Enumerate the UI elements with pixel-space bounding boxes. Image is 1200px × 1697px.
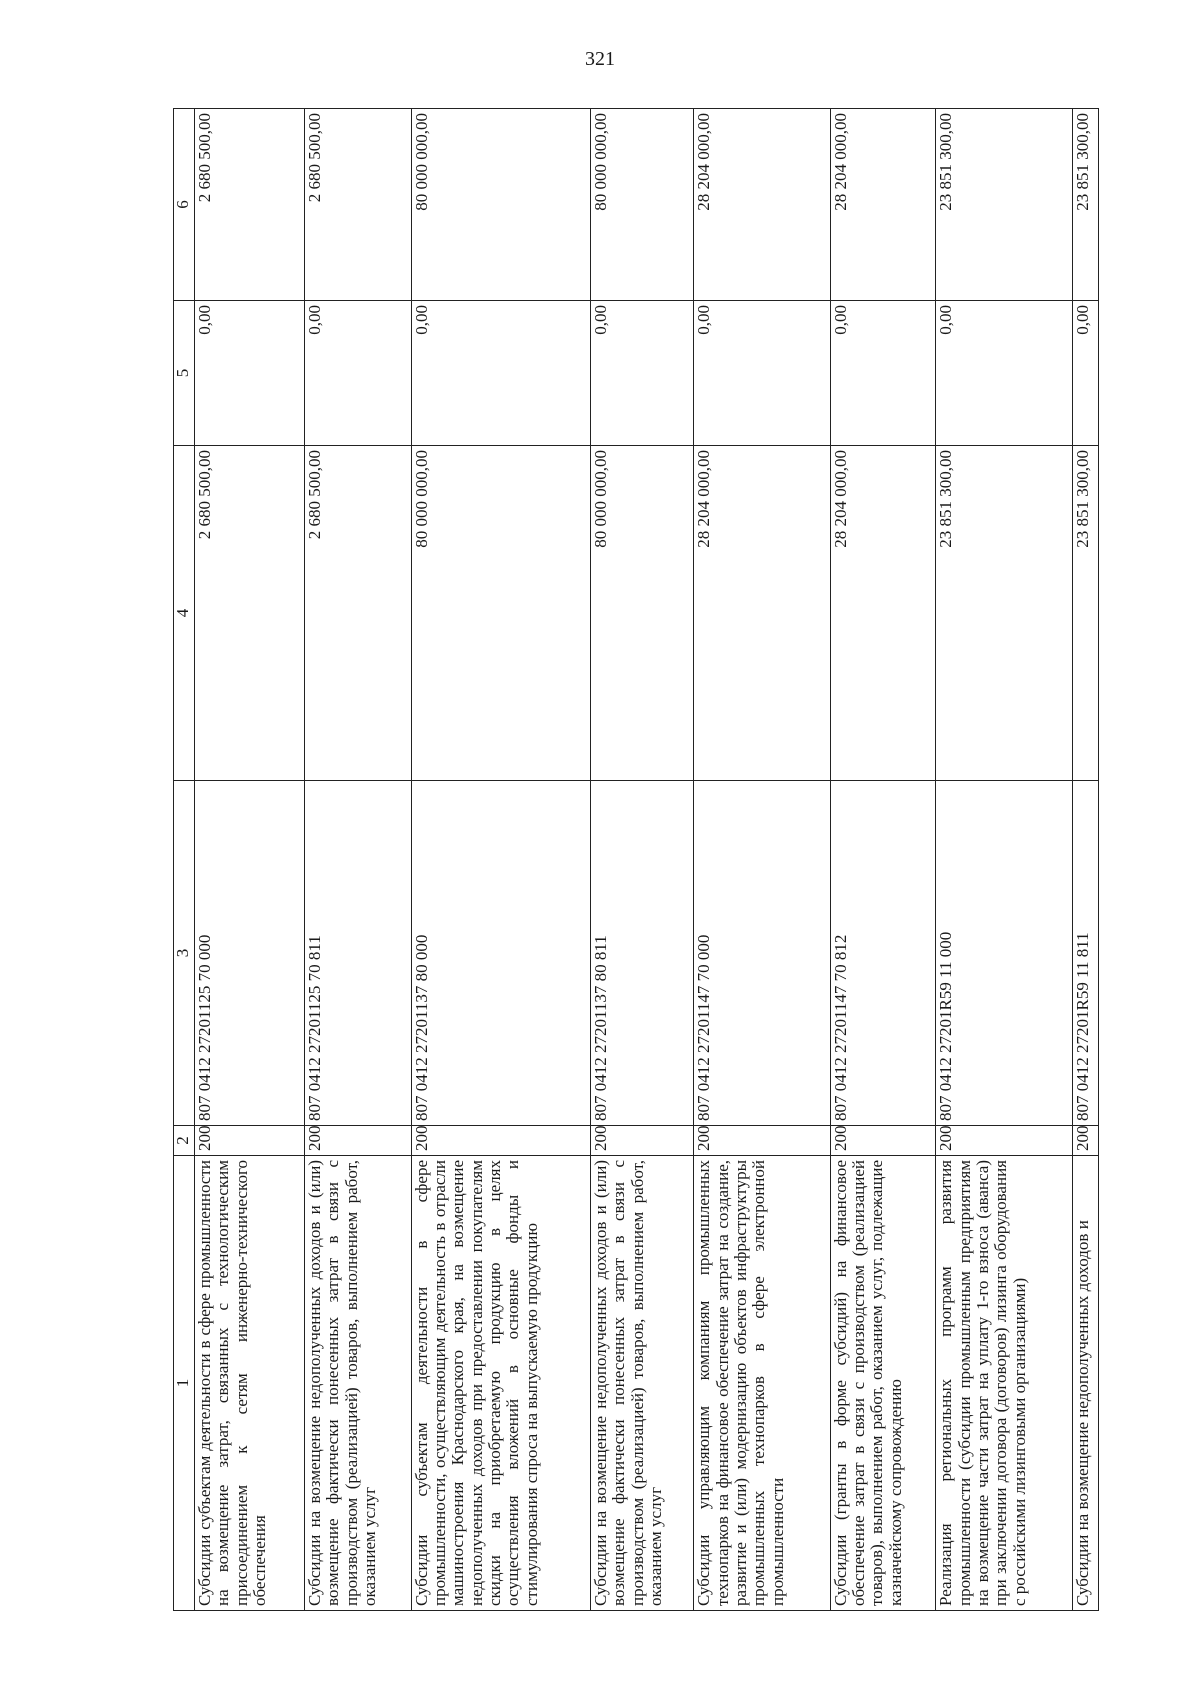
row-classification: 807 0412 27201147 70 812 (830, 781, 936, 1126)
row-description: Субсидии на возмещение недополученных доходов и (или) возмещение фактически понесенных затрат в связи с производством (реализацией) товаров, выполнением работ, оказанием услуг (590, 1156, 693, 1611)
table-row (830, 109, 936, 1611)
row-description: Субсидии (гранты в форме субсидий) на финансовое обеспечение затрат в связи с производством (реализацией товаров), выполнением работ, оказанием услуг, подлежащие казначейскому сопровождению (830, 1156, 936, 1611)
column-header: 3 (174, 781, 195, 1126)
row-code: 200 (590, 1126, 693, 1156)
header-row (174, 109, 195, 1611)
table-row (1072, 109, 1098, 1611)
row-description: Субсидии субъектам деятельности в сфере промышленности на возмещение затрат, связанных с технологическим присоединением к сетям инженерно-технического обеспечения (195, 1156, 305, 1611)
rotated-table-wrapper (173, 109, 1099, 1611)
page-number: 321 (585, 48, 615, 70)
row-classification: 807 0412 27201R59 11 811 (1072, 781, 1098, 1126)
row-amount-col4: 80 000 000,00 (411, 446, 590, 781)
column-header: 4 (174, 446, 195, 781)
row-amount-col5: 0,00 (195, 301, 305, 446)
row-amount-col6: 28 204 000,00 (694, 109, 830, 301)
row-classification: 807 0412 27201137 80 811 (590, 781, 693, 1126)
table-row (694, 109, 830, 1611)
column-header: 1 (174, 1156, 195, 1611)
row-amount-col4: 2 680 500,00 (304, 446, 411, 781)
row-amount-col5: 0,00 (304, 301, 411, 446)
row-code: 200 (411, 1126, 590, 1156)
budget-table (173, 108, 1099, 1611)
row-amount-col6: 23 851 300,00 (1072, 109, 1098, 301)
row-amount-col5: 0,00 (694, 301, 830, 446)
row-amount-col4: 28 204 000,00 (830, 446, 936, 781)
row-amount-col4: 23 851 300,00 (1072, 446, 1098, 781)
row-amount-col4: 80 000 000,00 (590, 446, 693, 781)
row-classification: 807 0412 27201125 70 000 (195, 781, 305, 1126)
row-amount-col5: 0,00 (1072, 301, 1098, 446)
row-description: Реализация региональных программ развития промышленности (субсидии промышленным предприятиям на возмещение части затрат на уплату 1-го взноса (аванса) при заключении договора (договоров) лизинга оборудования с российскими лизинговыми организациями) (936, 1156, 1072, 1611)
table-row (936, 109, 1072, 1611)
row-amount-col6: 28 204 000,00 (830, 109, 936, 301)
column-header: 5 (174, 301, 195, 446)
row-classification: 807 0412 27201125 70 811 (304, 781, 411, 1126)
row-amount-col5: 0,00 (830, 301, 936, 446)
column-header: 2 (174, 1126, 195, 1156)
table-row (304, 109, 411, 1611)
row-code: 200 (304, 1126, 411, 1156)
row-code: 200 (936, 1126, 1072, 1156)
row-description: Субсидии управляющим компаниям промышленных технопарков на финансовое обеспечение затрат на создание, развитие и (или) модернизацию объектов инфраструктуры промышленных технопарков в сфере электронной промышленности (694, 1156, 830, 1611)
column-header: 6 (174, 109, 195, 301)
row-description: Субсидии субъектам деятельности в сфере промышленности, осуществляющим деятельность в отрасли машиностроения Краснодарского края, на возмещение недополученных доходов при предоставлении покупателям скидки на приобретаемую продукцию в целях осуществления вложений в основные фонды и стимулирования спроса на выпускаемую продукцию (411, 1156, 590, 1611)
row-classification: 807 0412 27201137 80 000 (411, 781, 590, 1126)
row-amount-col6: 23 851 300,00 (936, 109, 1072, 301)
row-amount-col6: 80 000 000,00 (411, 109, 590, 301)
row-code: 200 (195, 1126, 305, 1156)
table-row (590, 109, 693, 1611)
row-classification: 807 0412 27201R59 11 000 (936, 781, 1072, 1126)
row-amount-col4: 23 851 300,00 (936, 446, 1072, 781)
row-amount-col6: 2 680 500,00 (195, 109, 305, 301)
row-amount-col5: 0,00 (411, 301, 590, 446)
row-amount-col6: 80 000 000,00 (590, 109, 693, 301)
row-code: 200 (1072, 1126, 1098, 1156)
row-description: Субсидии на возмещение недополученных доходов и (или) возмещение фактически понесенных затрат в связи с производством (реализацией) товаров, выполнением работ, оказанием услуг (304, 1156, 411, 1611)
row-description: Субсидии на возмещение недополученных доходов и (1072, 1156, 1098, 1611)
row-classification: 807 0412 27201147 70 000 (694, 781, 830, 1126)
row-amount-col4: 28 204 000,00 (694, 446, 830, 781)
row-amount-col5: 0,00 (936, 301, 1072, 446)
row-amount-col5: 0,00 (590, 301, 693, 446)
row-amount-col6: 2 680 500,00 (304, 109, 411, 301)
table-row (195, 109, 305, 1611)
row-amount-col4: 2 680 500,00 (195, 446, 305, 781)
row-code: 200 (694, 1126, 830, 1156)
table-row (411, 109, 590, 1611)
row-code: 200 (830, 1126, 936, 1156)
